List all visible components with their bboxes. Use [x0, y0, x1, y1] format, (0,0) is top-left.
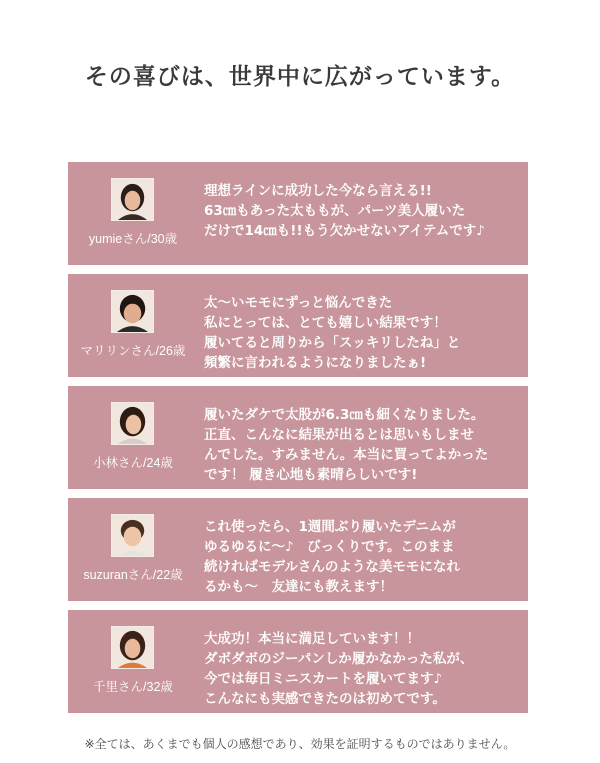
user-photo-icon: [111, 626, 154, 669]
testimonial-card: [68, 610, 528, 713]
testimonial-card: [68, 386, 528, 489]
disclaimer-note: ※全ては、あくまでも個人の感想であり、効果を証明するものではありません。: [84, 737, 516, 751]
testimonial-card: [68, 274, 528, 377]
page-title: その喜びは、世界中に広がっています。: [84, 64, 516, 90]
user-name: マリリンさん/26歳: [80, 344, 186, 358]
user-name: 千里さん/32歳: [93, 680, 173, 694]
testimonial-comment: 理想ラインに成功した今なら言える!! 63㎝もあった太ももが、パーツ美人履いた だけで14㎝も!!もう欠かせないアイテムです♪: [204, 183, 485, 239]
testimonial-card: [68, 162, 528, 265]
user-photo-icon: [111, 514, 154, 557]
testimonial-comment: これ使ったら、1週間ぶり履いたデニムが ゆるゆるに〜♪ びっくりです。このまま 続ければモデルさんのような美モモになれ るかも〜 友達にも教えます！: [204, 519, 460, 595]
user-photo-icon: [111, 402, 154, 445]
testimonial-comment: 履いたダケで太股が6.3㎝も細くなりました。 正直、こんなに結果が出るとは思いもしませ んでした。すみません。本当に買ってよかった です！ 履き心地も素晴らしいです!: [204, 407, 489, 483]
user-name: 小林さん/24歳: [93, 456, 173, 470]
testimonial-card: [68, 498, 528, 601]
user-photo-icon: [111, 290, 154, 333]
user-name: yumieさん/30歳: [88, 232, 178, 246]
testimonial-list: [68, 162, 528, 722]
testimonial-comment: 太〜いモモにずっと悩んできた 私にとっては、とても嬉しい結果です！ 履いてると周りから「スッキリしたね」と 頻繁に言われるようになりましたぁ!: [204, 295, 461, 371]
user-photo-icon: [111, 178, 154, 221]
testimonial-comment: 大成功！本当に満足しています！！ ダボダボのジーパンしか履かなかった私が、 今では毎日ミニスカートを履いてます♪ こんなにも実感できたのは初めてです。: [204, 631, 474, 707]
user-name: suzuranさん/22歳: [83, 568, 183, 582]
